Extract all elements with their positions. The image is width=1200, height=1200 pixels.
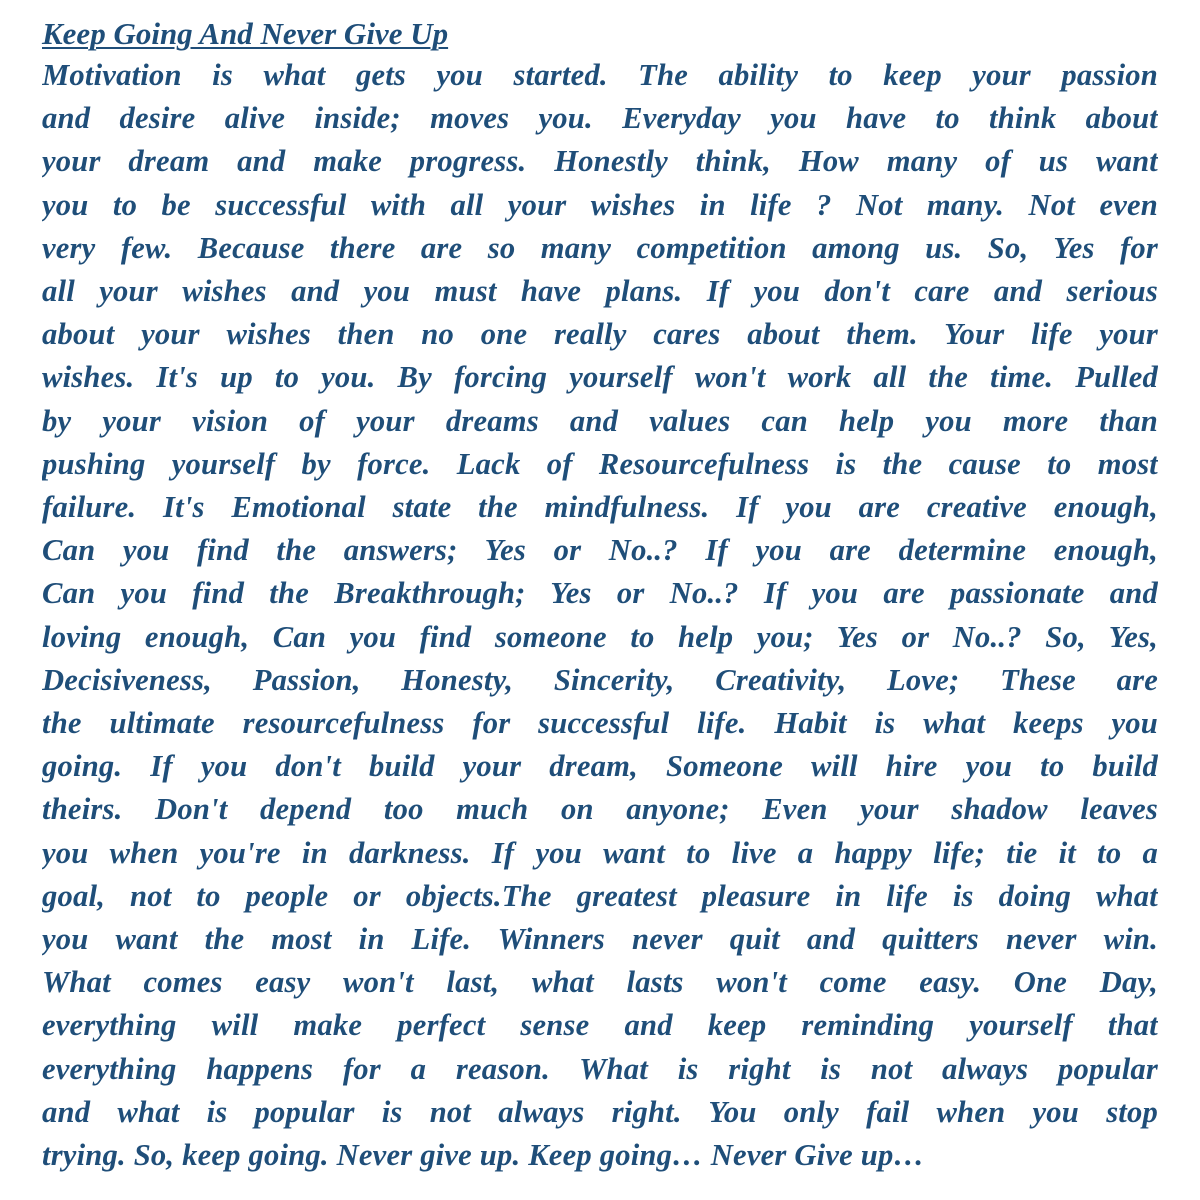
body-line: everything happens for a reason. What is right is not always popular xyxy=(42,1051,1158,1086)
body-line: everything will make perfect sense and keep reminding yourself that xyxy=(42,1008,1158,1043)
body-line: wishes. It's up to you. By forcing yourself won't work all the time. Pulled xyxy=(42,360,1158,395)
body-line: going. If you don't build your dream, Someone will hire you to build xyxy=(42,749,1158,784)
body-line: the ultimate resourcefulness for successful life. Habit is what keeps you xyxy=(42,706,1158,741)
body-line: failure. It's Emotional state the mindfulness. If you are creative enough, xyxy=(42,490,1158,525)
body-line: theirs. Don't depend too much on anyone; Even your shadow leaves xyxy=(42,792,1158,827)
body-line: and desire alive inside; moves you. Everyday you have to think about xyxy=(42,101,1158,136)
body-line: you to be successful with all your wishes in life ? Not many. Not even xyxy=(42,187,1158,222)
body-line: loving enough, Can you find someone to help you; Yes or No..? So, Yes, xyxy=(42,619,1158,654)
document xyxy=(42,14,1158,1177)
body-line: Motivation is what gets you started. The ability to keep your passion xyxy=(42,58,1158,92)
body-line: Decisiveness, Passion, Honesty, Sincerity, Creativity, Love; These are xyxy=(42,662,1158,697)
document-body xyxy=(42,54,1158,1177)
body-line: and what is popular is not always right. You only fail when you stop xyxy=(42,1094,1158,1129)
body-line: pushing yourself by force. Lack of Resourcefulness is the cause to most xyxy=(42,446,1158,481)
body-line: you when you're in darkness. If you want to live a happy life; tie it to a xyxy=(42,835,1158,870)
body-line: your dream and make progress. Honestly think, How many of us want xyxy=(42,144,1158,179)
body-line: What comes easy won't last, what lasts won't come easy. One Day, xyxy=(42,965,1158,1000)
body-line: by your vision of your dreams and values can help you more than xyxy=(42,403,1158,438)
body-line: you want the most in Life. Winners never quit and quitters never win. xyxy=(42,922,1158,957)
body-line: all your wishes and you must have plans. If you don't care and serious xyxy=(42,274,1158,309)
body-line: about your wishes then no one really cares about them. Your life your xyxy=(42,317,1158,352)
body-line: Can you find the answers; Yes or No..? If you are determine enough, xyxy=(42,533,1158,568)
body-line: very few. Because there are so many competition among us. So, Yes for xyxy=(42,230,1158,265)
document-title: Keep Going And Never Give Up xyxy=(42,16,449,51)
body-line: goal, not to people or objects.The greatest pleasure in life is doing what xyxy=(42,878,1158,913)
body-line: Can you find the Breakthrough; Yes or No..? If you are passionate and xyxy=(42,576,1158,611)
body-line-last: trying. So, keep going. Never give up. Keep going… Never Give up… xyxy=(42,1138,925,1173)
